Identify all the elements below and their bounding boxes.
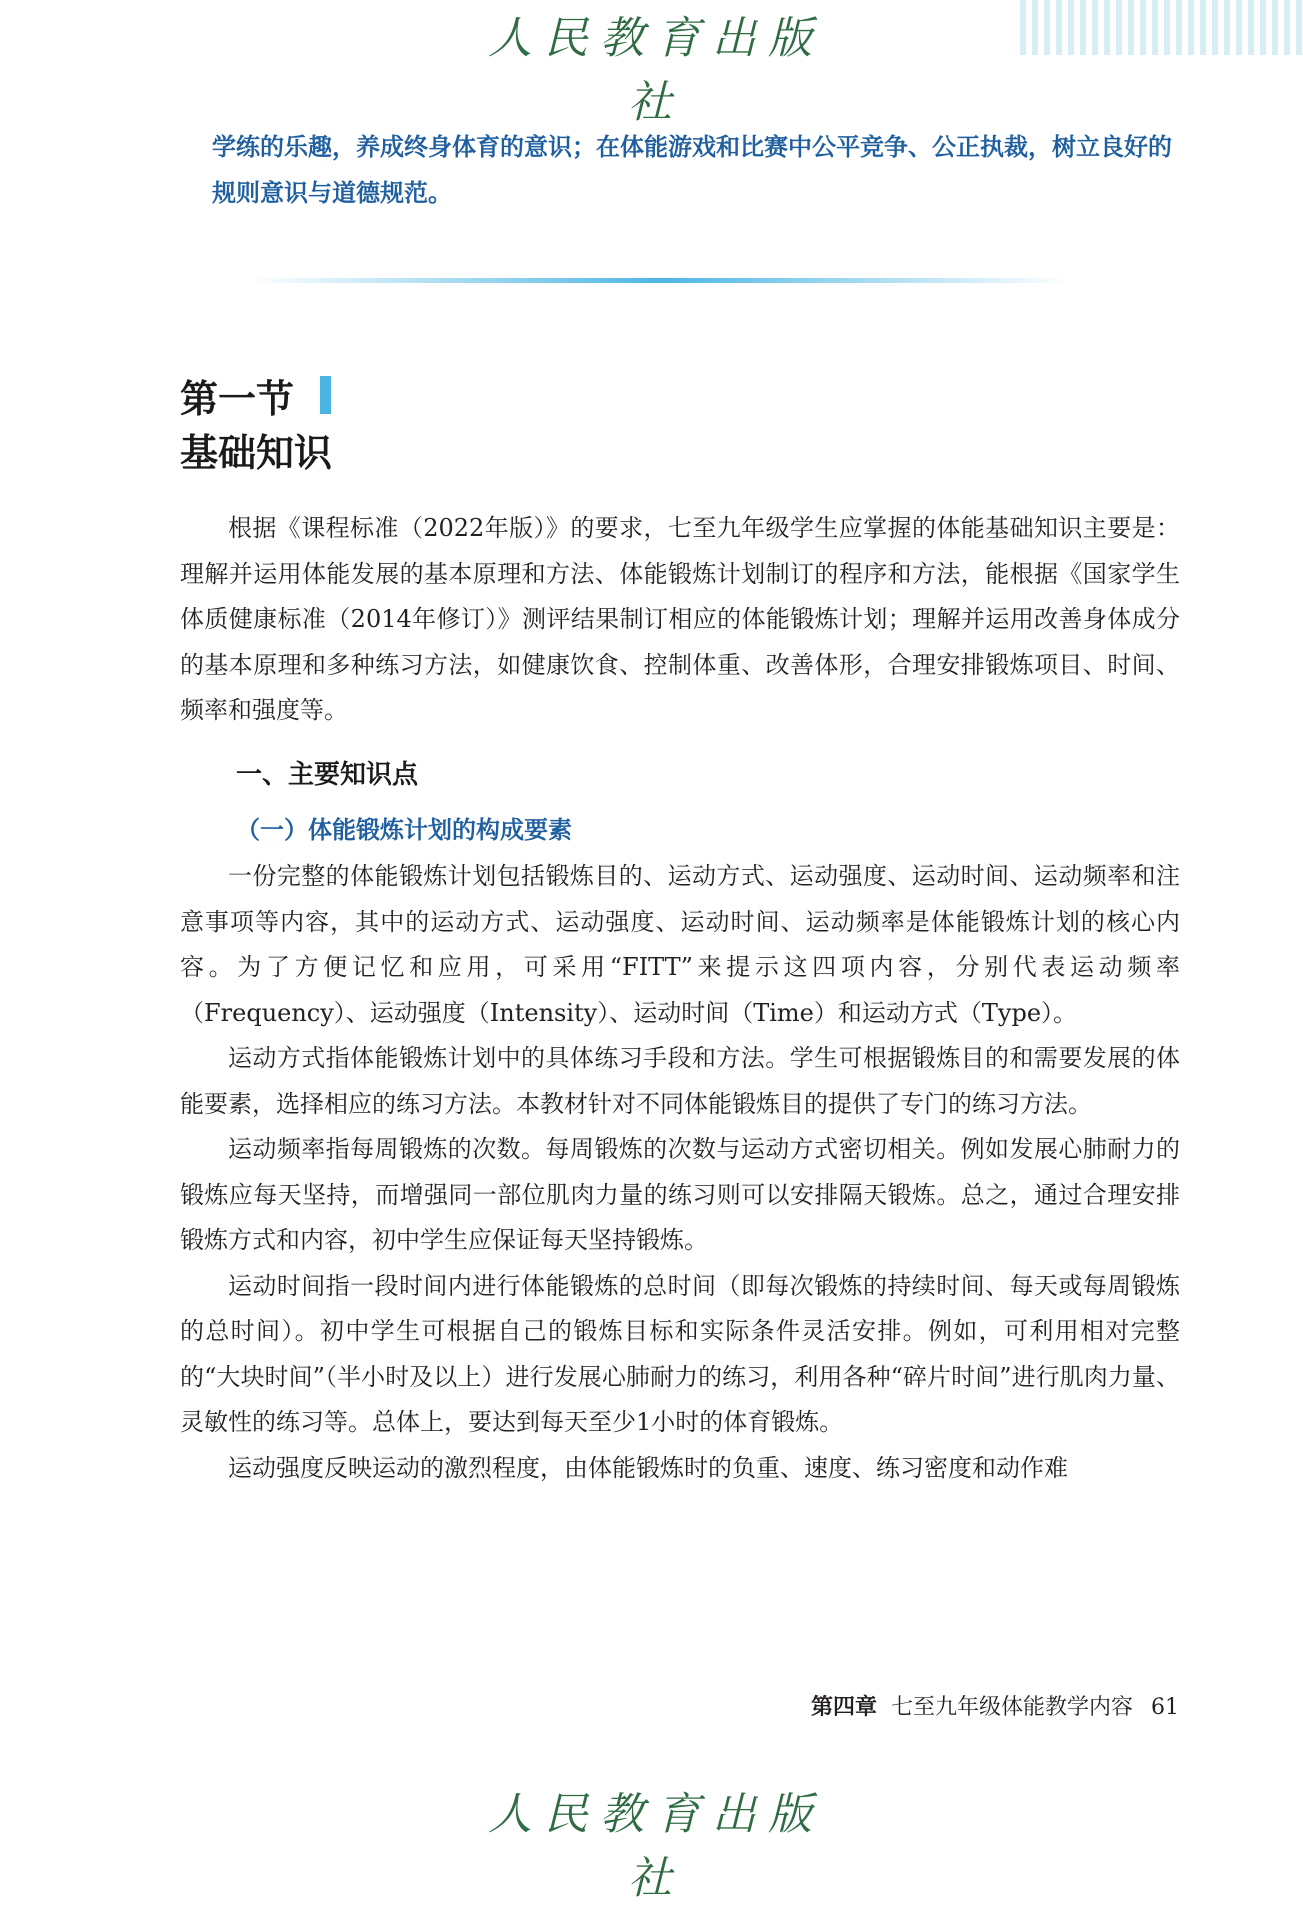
page-number: 61: [1151, 1695, 1179, 1720]
body-paragraph: 运动时间指一段时间内进行体能锻炼的总时间（即每次锻炼的持续时间、每天或每周锻炼的总时间）。初中学生可根据自己的锻炼目标和实际条件灵活安排。例如，可利用相对完整的“大块时间”（半小时及以上）进行发展心肺耐力的练习，利用各种“碎片时间”进行肌肉力量、灵敏性的练习等。总体上，要达到每天至少1小时的体育锻炼。: [180, 1271, 1180, 1436]
section-title: 基础知识: [180, 430, 333, 475]
intro-paragraph: 根据《课程标准（2022年版）》的要求，七至九年级学生应掌握的体能基础知识主要是：理解并运用体能发展的基本原理和方法、体能锻炼计划制订的程序和方法，能根据《国家学生体质健康标准（2014年修订）》测评结果制订相应的体能锻炼计划；理解并运用改善身体成分的基本原理和多种练习方法，如健康饮食、控制体重、改善体形，合理安排锻炼项目、时间、频率和强度等。: [180, 514, 1180, 724]
heading-plan-elements: （一）体能锻炼计划的构成要素: [236, 815, 572, 844]
body-paragraph: 一份完整的体能锻炼计划包括锻炼目的、运动方式、运动强度、运动时间、运动频率和注意事项等内容，其中的运动方式、运动强度、运动时间、运动频率是体能锻炼计划的核心内容。为了方便记忆和应用，可采用“FITT”来提示这四项内容，分别代表运动频率（Frequency）、运动强度（Intensity）、运动时间（Time）和运动方式（Type）。: [180, 862, 1180, 1027]
body-paragraph: 运动频率指每周锻炼的次数。每周锻炼的次数与运动方式密切相关。例如发展心肺耐力的锻炼应每天坚持，而增强同一部位肌肉力量的练习则可以安排隔天锻炼。总之，通过合理安排锻炼方式和内容，初中学生应保证每天坚持锻炼。: [180, 1135, 1180, 1254]
section-accent-bar: [320, 376, 331, 414]
publisher-logo-header: 人民教育出版社: [488, 13, 824, 128]
footer-chapter: 第四章: [810, 1694, 877, 1720]
learning-objective-text: 学练的乐趣，养成终身体育的意识；在体能游戏和比赛中公平竞争、公正执裁，树立良好的规则意识与道德规范。: [212, 133, 1172, 207]
section-divider: [250, 278, 1070, 283]
header-stripe-decoration: [1020, 0, 1303, 55]
intro-paragraph-block: [180, 506, 1180, 734]
section-number: 第一节: [180, 376, 295, 421]
heading-main-points: 一、主要知识点: [236, 760, 419, 790]
body-paragraph: 运动强度反映运动的激烈程度，由体能锻炼时的负重、速度、练习密度和动作难: [228, 1453, 1068, 1482]
body-text-block: [180, 854, 1180, 1491]
body-paragraph: 运动方式指体能锻炼计划中的具体练习手段和方法。学生可根据锻炼目的和需要发展的体能要素，选择相应的练习方法。本教材针对不同体能锻炼目的提供了专门的练习方法。: [180, 1044, 1180, 1118]
running-footer: [811, 1690, 1179, 1721]
footer-chapter-title: 七至九年级体能教学内容: [890, 1695, 1133, 1720]
publisher-logo-footer: 人民教育出版社: [488, 1789, 824, 1904]
